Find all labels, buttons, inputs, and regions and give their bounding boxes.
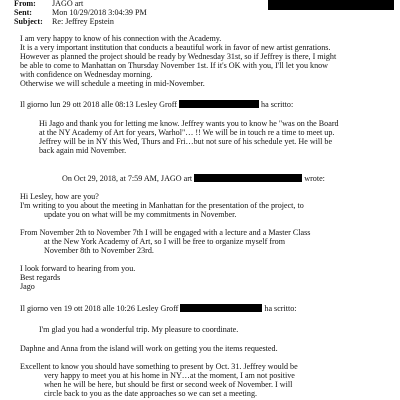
quote-header-suffix: ha scritto: (264, 304, 297, 313)
redaction-bar (179, 100, 259, 108)
subject-label: Subject: (14, 17, 43, 26)
quote-line: at the New York Academy of Art, so I will be free to organize myself from (44, 237, 286, 246)
body-line: be able to come to Manhattan on Thursday November 1st. If it's OK with you, I'll let you know (20, 61, 329, 70)
redaction-bar (194, 174, 302, 182)
quote-line: Hi Lesley, how are you? (20, 192, 99, 201)
quote-header-2 (62, 174, 325, 183)
sent-value: Mon 10/29/2018 3:04:39 PM (52, 8, 147, 17)
quote-line: Jago (20, 282, 35, 291)
quote-header-suffix: wrote: (304, 174, 325, 183)
sent-label: Sent: (14, 8, 32, 17)
redaction-bar (180, 304, 262, 312)
quote-line: update you on what will be my commitments in November. (44, 210, 237, 219)
subject-value: Re: Jeffrey Epstein (52, 17, 114, 26)
quote-header-3 (20, 304, 297, 313)
body-line: with confidence on Wednesday morning. (20, 70, 153, 79)
body-line: However as planned the project should be ready by Wednesday 31st, so if Jeffrey is there, I might (20, 52, 337, 61)
quote-line: Excellent to know you should have something to present by Oct. 31. Jeffrey would be (20, 362, 298, 371)
quote-line: very happy to meet you at his home in NY…at the moment, I am not positive (44, 371, 295, 380)
quote-line: I'm writing to you about the meeting in Manhattan for the presentation of the project, to (20, 201, 304, 210)
quote-line: I'm glad you had a wonderful trip. My pleasure to coordinate. (39, 325, 239, 334)
quote-header-suffix: ha scritto: (261, 100, 294, 109)
subject-row (14, 17, 114, 26)
quote-line: circle back to you as the date approaches so we can set a meeting. (44, 389, 258, 398)
quote-header-text: On Oct 29, 2018, at 7:59 AM, JAGO art (62, 174, 193, 183)
quote-line: Hi Jago and thank you for letting me know. Jeffrey wants you to know he "was on the Board (39, 119, 339, 128)
quote-header-text: Il giorno ven 19 ott 2018 alle 10:26 Lesley Groff (20, 304, 179, 313)
quote-line: at the NY Academy of Art for years, Warhol"… !! We will be in touch re a time to meet up. (39, 128, 335, 137)
body-line: Otherwise we will schedule a meeting in mid-November. (20, 79, 205, 88)
quote-header-1 (20, 100, 293, 109)
redaction-bar (268, 0, 394, 10)
from-label: From: (14, 0, 36, 8)
quote-line: Jeffrey will be in NY this Wed, Thurs and Fri…but not sure of his schedule yet. He will be (39, 137, 333, 146)
from-value: JAGO art (52, 0, 84, 8)
quote-line: when he will be here, but should be first or second week of November. I will (44, 380, 293, 389)
quote-line: back again mid November. (39, 146, 127, 155)
quote-line: I look forward to hearing from you. (20, 264, 136, 273)
quote-line: Best regards (20, 273, 61, 282)
quote-header-text: Il giorno lun 29 ott 2018 alle 08:13 Lesley Groff (20, 100, 177, 109)
quote-line: Daphne and Anna from the island will work on getting you the items requested. (20, 344, 278, 353)
quote-line: November 8th to November 23rd. (44, 246, 154, 255)
body-line: I am very happy to know of his connection with the Academy. (20, 34, 222, 43)
quote-line: From November 2th to November 7th I will be engaged with a lecture and a Master Class (20, 228, 311, 237)
from-row (14, 0, 83, 8)
body-line: It is a very important institution that conducts a beautiful work in favor of new artist genrations. (20, 43, 331, 52)
sent-row (14, 8, 147, 17)
